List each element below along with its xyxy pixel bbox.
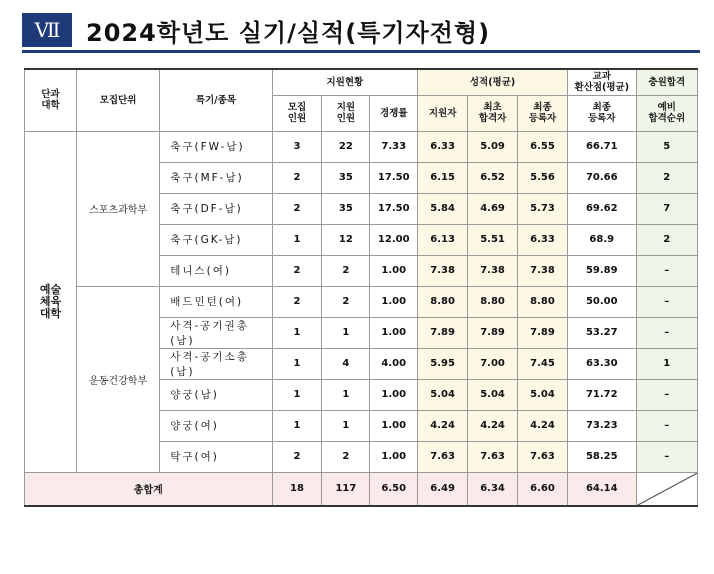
specialty-cell: 축구(MF-남) [160, 162, 272, 193]
applicants-cell: 4 [322, 348, 370, 379]
waitlist-rank-cell: – [636, 286, 697, 317]
waitlist-rank-cell: 5 [636, 131, 697, 162]
col-applicants: 지원 인원 [322, 95, 370, 131]
specialty-cell: 사격-공기권총(남) [160, 317, 272, 348]
grade-final-reg-cell: 8.80 [518, 286, 568, 317]
applicants-cell: 1 [322, 317, 370, 348]
grade-applicant-cell: 6.13 [418, 224, 468, 255]
specialty-cell: 테니스(여) [160, 255, 272, 286]
applicants-cell: 2 [322, 255, 370, 286]
grade-final-reg-cell: 7.45 [518, 348, 568, 379]
applicants-cell: 2 [322, 286, 370, 317]
specialty-cell: 양궁(여) [160, 410, 272, 441]
col-group-total-pass: 충원합격 [636, 69, 697, 95]
total-recruit-cell: 18 [272, 472, 322, 506]
recruit-cell: 2 [272, 255, 322, 286]
col-competition: 경쟁률 [370, 95, 418, 131]
grade-first-pass-cell: 8.80 [468, 286, 518, 317]
recruit-cell: 2 [272, 441, 322, 472]
convert-cell: 58.25 [567, 441, 636, 472]
specialty-cell: 축구(FW-남) [160, 131, 272, 162]
grade-final-reg-cell: 4.24 [518, 410, 568, 441]
grade-first-pass-cell: 7.38 [468, 255, 518, 286]
grade-applicant-cell: 5.04 [418, 379, 468, 410]
grade-first-pass-cell: 5.09 [468, 131, 518, 162]
grade-applicant-cell: 6.33 [418, 131, 468, 162]
competition-cell: 12.00 [370, 224, 418, 255]
applicants-cell: 22 [322, 131, 370, 162]
total-convert-cell: 64.14 [567, 472, 636, 506]
col-college: 단과 대학 [25, 69, 77, 131]
grade-first-pass-cell: 4.24 [468, 410, 518, 441]
waitlist-rank-cell: 2 [636, 162, 697, 193]
competition-cell: 1.00 [370, 255, 418, 286]
header-underline [22, 50, 700, 53]
specialty-cell: 사격-공기소총(남) [160, 348, 272, 379]
competition-cell: 1.00 [370, 317, 418, 348]
grade-first-pass-cell: 7.89 [468, 317, 518, 348]
grade-first-pass-cell: 5.51 [468, 224, 518, 255]
convert-cell: 70.66 [567, 162, 636, 193]
waitlist-rank-cell: – [636, 255, 697, 286]
grade-final-reg-cell: 6.33 [518, 224, 568, 255]
waitlist-rank-cell: – [636, 441, 697, 472]
grade-applicant-cell: 8.80 [418, 286, 468, 317]
grade-first-pass-cell: 5.04 [468, 379, 518, 410]
college-cell: 예술 체육 대학 [25, 131, 77, 472]
convert-cell: 50.00 [567, 286, 636, 317]
convert-cell: 68.9 [567, 224, 636, 255]
grade-final-reg-cell: 6.55 [518, 131, 568, 162]
competition-cell: 1.00 [370, 441, 418, 472]
grade-final-reg-cell: 5.73 [518, 193, 568, 224]
recruit-cell: 1 [272, 224, 322, 255]
convert-cell: 63.30 [567, 348, 636, 379]
grade-applicant-cell: 7.89 [418, 317, 468, 348]
specialty-cell: 탁구(여) [160, 441, 272, 472]
unit-cell: 스포츠과학부 [77, 131, 160, 286]
results-table [24, 68, 698, 507]
grade-applicant-cell: 7.38 [418, 255, 468, 286]
total-label: 총합계 [25, 472, 273, 506]
waitlist-rank-cell: – [636, 379, 697, 410]
total-g_final-cell: 6.60 [518, 472, 568, 506]
grade-applicant-cell: 4.24 [418, 410, 468, 441]
grade-first-pass-cell: 7.63 [468, 441, 518, 472]
grade-applicant-cell: 5.84 [418, 193, 468, 224]
unit-cell: 운동건강학부 [77, 286, 160, 472]
recruit-cell: 3 [272, 131, 322, 162]
col-specialty: 특기/종목 [160, 69, 272, 131]
applicants-cell: 35 [322, 162, 370, 193]
waitlist-rank-cell: – [636, 317, 697, 348]
grade-first-pass-cell: 4.69 [468, 193, 518, 224]
convert-cell: 59.89 [567, 255, 636, 286]
empty-diagonal-cell [636, 472, 697, 506]
grade-final-reg-cell: 5.56 [518, 162, 568, 193]
specialty-cell: 배드민턴(여) [160, 286, 272, 317]
col-group-apply: 지원현황 [272, 69, 418, 95]
convert-cell: 66.71 [567, 131, 636, 162]
waitlist-rank-cell: 7 [636, 193, 697, 224]
competition-cell: 1.00 [370, 286, 418, 317]
waitlist-rank-cell: 1 [636, 348, 697, 379]
table-body [25, 131, 698, 506]
applicants-cell: 12 [322, 224, 370, 255]
convert-cell: 69.62 [567, 193, 636, 224]
applicants-cell: 35 [322, 193, 370, 224]
recruit-cell: 2 [272, 193, 322, 224]
specialty-cell: 축구(GK-남) [160, 224, 272, 255]
convert-cell: 73.23 [567, 410, 636, 441]
applicants-cell: 1 [322, 379, 370, 410]
waitlist-rank-cell: 2 [636, 224, 697, 255]
convert-cell: 71.72 [567, 379, 636, 410]
grade-applicant-cell: 7.63 [418, 441, 468, 472]
col-group-convert: 교과 환산점(평균) [567, 69, 636, 95]
total-g_first-cell: 6.34 [468, 472, 518, 506]
grade-final-reg-cell: 7.63 [518, 441, 568, 472]
grade-first-pass-cell: 7.00 [468, 348, 518, 379]
specialty-cell: 양궁(남) [160, 379, 272, 410]
grade-first-pass-cell: 6.52 [468, 162, 518, 193]
competition-cell: 7.33 [370, 131, 418, 162]
recruit-cell: 2 [272, 286, 322, 317]
col-grade-first-pass: 최초 합격자 [468, 95, 518, 131]
competition-cell: 1.00 [370, 410, 418, 441]
col-convert-final-reg: 최종 등록자 [567, 95, 636, 131]
table-row [25, 131, 698, 162]
specialty-cell: 축구(DF-남) [160, 193, 272, 224]
recruit-cell: 1 [272, 317, 322, 348]
table-row [25, 286, 698, 317]
recruit-cell: 1 [272, 410, 322, 441]
col-grade-applicant: 지원자 [418, 95, 468, 131]
total-g_app-cell: 6.49 [418, 472, 468, 506]
total-applicants-cell: 117 [322, 472, 370, 506]
grade-final-reg-cell: 5.04 [518, 379, 568, 410]
applicants-cell: 1 [322, 410, 370, 441]
grade-applicant-cell: 6.15 [418, 162, 468, 193]
competition-cell: 17.50 [370, 193, 418, 224]
waitlist-rank-cell: – [636, 410, 697, 441]
convert-cell: 53.27 [567, 317, 636, 348]
total-competition-cell: 6.50 [370, 472, 418, 506]
applicants-cell: 2 [322, 441, 370, 472]
grade-applicant-cell: 5.95 [418, 348, 468, 379]
col-group-grade: 성적(평균) [418, 69, 568, 95]
recruit-cell: 1 [272, 348, 322, 379]
recruit-cell: 2 [272, 162, 322, 193]
competition-cell: 1.00 [370, 379, 418, 410]
competition-cell: 17.50 [370, 162, 418, 193]
total-row [25, 472, 698, 506]
col-waitlist-rank: 예비 합격순위 [636, 95, 697, 131]
grade-final-reg-cell: 7.38 [518, 255, 568, 286]
section-number-badge: Ⅶ [22, 13, 72, 47]
col-unit: 모집단위 [77, 69, 160, 131]
grade-final-reg-cell: 7.89 [518, 317, 568, 348]
page-title: 2024학년도 실기/실적(특기자전형) [86, 18, 491, 47]
recruit-cell: 1 [272, 379, 322, 410]
competition-cell: 4.00 [370, 348, 418, 379]
col-recruit: 모집 인원 [272, 95, 322, 131]
col-grade-final-reg: 최종 등록자 [518, 95, 568, 131]
section-header [22, 10, 700, 50]
